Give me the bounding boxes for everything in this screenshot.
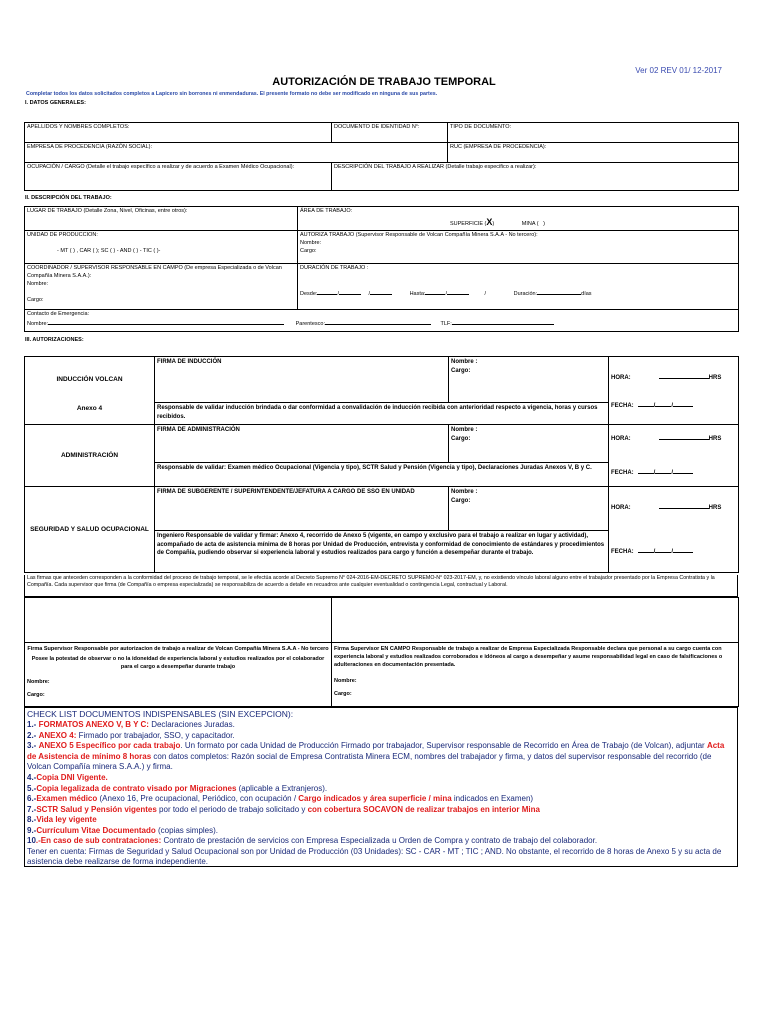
doc-identidad-field[interactable]: DOCUMENTO DE IDENTIDAD N°:: [332, 123, 448, 143]
coordinador-field[interactable]: COORDINADOR / SUPERVISOR RESPONSABLE EN CAMPO (De empresa Especializada o de Volcan Compañía Minera S.A.A.): Nombre: Cargo:: [25, 264, 298, 310]
firma-supervisor-campo-info: Firma Supervisor EN CAMPO Responsable de trabajo a realizar de Empresa Especializada Responsable declara que personal a su cargo cuenta con experiencia laboral y estudios realizados corroborados e idóneos al cargo a desempeñar y asume responsabilidad legal en caso de falsificaciones o adulteraciones en documentación presentada. Nombre: Cargo:: [332, 643, 739, 707]
work-description-table: [24, 206, 739, 332]
instructions: Completar todos los datos solicitados completos a Lapicero sin borrones ni enmendaduras. El presente formato no debe ser modificado en ninguna de sus partes.: [26, 91, 438, 97]
checklist-item-3: 3.- ANEXO 5 Específico por cada trabajo. Un formato por cada Unidad de Producción Firmado por trabajador, Supervisor responsable de Recorrido en Área de Trabajo (de Volcan), adjuntar Acta de Asistencia de mínimo 8 horas con datos completos: Razón social de Empresa Contratista Minera ECM, nombres del trabajador y firma, y datos del supervisor responsable del recorrido (de Volcan Compañía minera S.A.A.) y firma.: [27, 741, 725, 772]
checklist-item-4: 4.-Copia DNI Vigente.: [27, 772, 108, 782]
descripcion-trabajo-field[interactable]: DESCRIPCIÓN DEL TRABAJO A REALIZAR (Detalle trabajo especifico a realizar):: [332, 163, 739, 191]
checklist-item-6: 6.-Examen médico (Anexo 16, Pre ocupacional, Periódico, con ocupación / Cargo indicados y área superficie / mina indicados en Examen): [27, 794, 534, 804]
sso-label: SEGURIDAD Y SALUD OCUPACIONAL: [25, 487, 155, 573]
checklist-item-10: 10.-En caso de sub contrataciones: Contrato de prestación de servicios con Empresa Especializada u Orden de Compra y contrato de trabajo del colaborador.: [27, 836, 598, 846]
unidad-produccion-field[interactable]: UNIDAD DE PRODUCCION: - MT ( ) , CAR ( ); SC ( ) - AND ( ) - TIC ( )-: [25, 231, 298, 264]
firma-supervisor-volcan-info: Firma Supervisor Responsable por autorizacion de trabajo a realizar de Volcan Compañía Minera S.A.A - No tercero Posee la potestad de observar o no la idoneidad de experiencia laboral y estudios realizados por el colaborador para el cargo a desempeñar durante trabajo Nombre: Cargo:: [25, 643, 332, 707]
checklist-title: CHECK LIST DOCUMENTOS INDISPENSABLES (SIN EXCEPCION):: [27, 709, 294, 719]
checklist-item-9: 9.-Currículum Vitae Documentado (copias simples).: [27, 825, 219, 835]
firma-induccion-box[interactable]: FIRMA DE INDUCCIÓN: [155, 357, 449, 403]
resp-sso: Ingeniero Responsable de validar y firmar: Anexo 4, recorrido de Anexo 5 (vigente, en campo y exclusivo para el trabajo a realizar en lugar y actividad), acompañado de acta de asistencia mínima de 8 horas por Unidad de Producción, entrevista y conformidad de conocimiento de estándares y procedimientos de Compañía, pudiendo observar si experiencia laboral y estudios realizados para cargo y función a desempeñar durante el trabajo.: [155, 531, 609, 573]
checklist-item-1: 1.- FORMATOS ANEXO V, B Y C: Declaraciones Juradas.: [27, 720, 235, 730]
checklist-item-8: 8.-Vida ley vigente: [27, 815, 97, 825]
sso-nombre-cargo[interactable]: Nombre : Cargo:: [449, 487, 609, 531]
ruc-field[interactable]: RUC (EMPRESA DE PROCEDENCIA):: [448, 143, 739, 163]
checklist-item-5: 5.-Copia legalizada de contrato visado por Migraciones (aplicable a Extranjeros).: [27, 783, 328, 793]
firma-supervisor-volcan-box[interactable]: [25, 598, 332, 643]
resp-administracion: Responsable de validar: Examen médico Ocupacional (Vigencia y tipo), SCTR Salud y Pensión (Vigencia y tipo), Declaraciones Juradas Anexos V, B y C.: [155, 463, 609, 487]
section-descripcion-trabajo: II. DESCRIPCIÓN DEL TRABAJO:: [25, 195, 112, 201]
checklist-item-2: 2.- ANEXO 4: Firmado por trabajador, SSO, y capacitador.: [27, 730, 235, 740]
contacto-emergencia-field[interactable]: Contacto de Emergencia: Nombre: Parentesco: TLF:: [25, 310, 739, 332]
superficie-checkmark[interactable]: X: [486, 216, 493, 227]
form-title: AUTORIZACIÓN DE TRABAJO TEMPORAL: [272, 76, 496, 88]
duracion-trabajo-field[interactable]: DURACIÓN DE TRABAJO : Desde: / / Hasta: / / Duración: días: [298, 264, 739, 310]
section-autorizaciones: III. AUTORIZACIONES:: [25, 337, 84, 343]
autoriza-trabajo-field[interactable]: AUTORIZA TRABAJO (Supervisor Responsable de Volcan Compañía Minera S.A.A - No tercero): Nombre: Cargo:: [298, 231, 739, 264]
authorizations-table: [24, 356, 739, 573]
apellidos-field[interactable]: APELLIDOS Y NOMBRES COMPLETOS:: [25, 123, 332, 143]
signature-table: [24, 597, 739, 707]
administracion-label: ADMINISTRACIÓN: [25, 425, 155, 487]
legal-note: Las firmas que anteceden corresponden a la conformidad del proceso de trabajo temporal, se le efectúa acorde al Decreto Supremo N° 024-2016-EM-DECRETO SUPREMO-N° 023-2017-EM, y, no existiendo vínculo laboral alguno entre el trabajador presentado por la Empresa Contratista y la Compañía. Cada supervisor que firma (de Compañía o empresa especializada) se responsabiliza de acuerdo a detalle en recuadros ante cualquier eventualidad o contingencia Legal, contractual y Laboral.: [24, 575, 738, 597]
administracion-nombre-cargo[interactable]: Nombre : Cargo:: [449, 425, 609, 463]
firma-sso-box[interactable]: FIRMA DE SUBGERENTE / SUPERINTENDENTE/JEFATURA A CARGO DE SSO EN UNIDAD: [155, 487, 449, 531]
checklist-box: [24, 707, 738, 867]
tipo-documento-field[interactable]: TIPO DE DOCUMENTO:: [448, 123, 739, 143]
resp-induccion: Responsable de validar inducción brindada o dar conformidad a convalidación de inducción recibida con anterioridad respecto a vigencia, horas y cursos recibidos.: [155, 403, 609, 425]
general-data-table: [24, 122, 739, 191]
checklist-footer: Tener en cuenta: Firmas de Seguridad y Salud Ocupacional son por Unidad de Producción (03 Unidades): SC - CAR - MT ; TIC ; AND. No obstante, el recorrido de 8 horas de Anexo 5 y su acta de asistencia debe realizarse de forma independiente.: [27, 846, 722, 867]
anexo4-label: Anexo 4: [25, 403, 155, 425]
checklist-item-7: 7.-SCTR Salud y Pensión vigentes por todo el periodo de trabajo solicitado y con cobertura SOCAVON de realizar trabajos en interior Mina: [27, 804, 540, 814]
ocupacion-field[interactable]: OCUPACIÓN / CARGO (Detalle el trabajo específico a realizar y de acuerdo a Examen Médico Ocupacional):: [25, 163, 332, 191]
section-datos-generales: I. DATOS GENERALES:: [25, 100, 86, 106]
version-label: Ver 02 REV 01/ 12-2017: [635, 66, 722, 75]
induccion-hora-fecha[interactable]: HORA: HRS FECHA: / /: [609, 357, 739, 425]
induccion-volcan-label: INDUCCIÓN VOLCAN: [25, 357, 155, 403]
firma-supervisor-campo-box[interactable]: [332, 598, 739, 643]
administracion-hora-fecha[interactable]: HORA: HRS FECHA: / /: [609, 425, 739, 487]
area-trabajo-field[interactable]: ÁREA DE TRABAJO: SUPERFICIE (X) MINA ( ): [298, 207, 739, 231]
lugar-trabajo-field[interactable]: LUGAR DE TRABAJO (Detalle Zona, Nivel, Oficinas, entre otros):: [25, 207, 298, 231]
empresa-field[interactable]: EMPRESA DE PROCEDENCIA (RAZÓN SOCIAL):: [25, 143, 448, 163]
induccion-nombre-cargo[interactable]: Nombre : Cargo:: [449, 357, 609, 403]
firma-administracion-box[interactable]: FIRMA DE ADMINISTRACIÓN: [155, 425, 449, 463]
sso-hora-fecha[interactable]: HORA: HRS FECHA: / /: [609, 487, 739, 573]
